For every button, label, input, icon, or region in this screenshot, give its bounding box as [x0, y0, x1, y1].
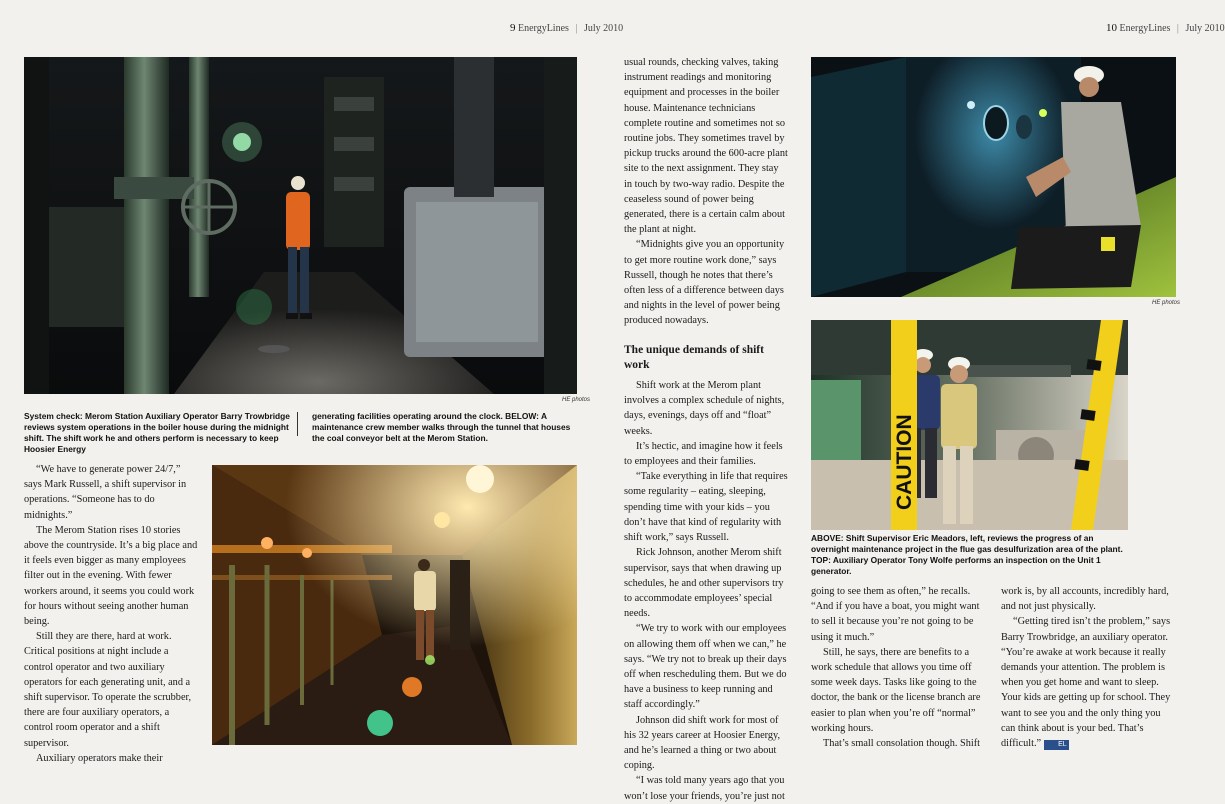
article-column-2 — [624, 55, 789, 804]
caption-lead: BELOW: — [505, 411, 539, 421]
article-paragraph-text: “Getting tired isn’t the problem,” says Barry Trowbridge, an auxiliary operator. “You’re awake at work because it really demands your attention. The problem is when you get home and want to sleep. Your kids are getting up for school. They want to see you and the only thing you can think about is your bed. That’s difficult.” — [1001, 616, 1171, 750]
coal-tunnel-illustration — [212, 465, 577, 745]
scrubber-area-photo — [811, 320, 1128, 530]
photo-credit: HE photos — [1152, 300, 1181, 306]
caption-text: Shift Supervisor Eric Meadors, left, reviews the progress of an overnight maintenance project in the flue gas desulfurization area of the plant. — [811, 533, 1123, 554]
page-folio-left — [510, 22, 623, 34]
article-paragraph: “Take everything in life that requires some regularity – eating, sleeping, spending time with your kids – you don’t have that kind of regularity with shift work,” says Russell. — [624, 471, 788, 544]
end-mark-icon: EL — [1044, 740, 1069, 750]
article-paragraph: “Midnights give you an opportunity to get more routine work done,” says Russell, though he notes that there’s often less of a difference between days and nights in the level of power being produced nowadays. — [624, 239, 785, 327]
article-paragraph: That’s small consolation though. Shift — [823, 738, 981, 750]
article-paragraph: Johnson did shift work for most of his 32 years career at Hoosier Energy, and he’s learned a thing or two about coping. — [624, 714, 781, 772]
photo-credit: HE photos — [562, 397, 591, 403]
caption-lead: System check: — [24, 411, 83, 421]
folio-separator: | — [1176, 23, 1179, 34]
article-paragraph: “I was told many years ago that you won’t lose your friends, you’re just not — [624, 775, 785, 802]
article-paragraph: usual rounds, checking valves, taking instrument readings and monitoring equipment and processes in the boiler house. Maintenance technicians complete routine and sometimes not so routine jobs. They sometimes travel by pickup trucks around the 600-acre plant site to the next assignment. They stay in touch by two-way radio. Despite the ceaseless sound of power being generated, there is a certain calm about the plant at night. — [624, 57, 788, 236]
coal-tunnel-photo — [212, 465, 577, 745]
caption-text: A maintenance crew member walks through the tunnel that houses the coal conveyor belt at the Merom Station. — [312, 411, 571, 443]
issue-date: July 2010 — [1185, 23, 1225, 34]
caption-text: generating facilities operating around the clock. — [312, 411, 506, 421]
article-paragraph: Shift work at the Merom plant involves a complex schedule of nights, days, evenings, days off and “float” weeks. — [624, 380, 785, 437]
article-column-4 — [1001, 584, 1176, 751]
generator-inspection-photo — [811, 57, 1176, 297]
article-paragraph: Still, he says, there are benefits to a work schedule that allows you time off some week days. Tasks like going to the doctor, the bank or the license branch are easier to plan when you’re off “normal” working hours. — [811, 646, 981, 734]
article-paragraph: “We try to work with our employees on allowing them off when we can,” he says. “We try not to break up their days off when rescheduling them. But we do have a business to keep running and staff accordingly.” — [624, 623, 787, 711]
folio-separator: | — [575, 23, 578, 34]
issue-date: July 2010 — [583, 23, 624, 34]
boiler-house-illustration — [24, 57, 577, 394]
article-paragraph: work is, by all accounts, incredibly hard, and not just physically. — [1001, 586, 1169, 613]
caption-top — [811, 555, 1131, 577]
article-paragraph: “We have to generate power 24/7,” says Mark Russell, a shift supervisor in operations. “Someone has to do midnights.” — [24, 464, 187, 521]
scrubber-area-illustration — [811, 320, 1128, 530]
caption-lead: TOP: — [811, 555, 831, 565]
page-number: 10 — [1106, 22, 1117, 34]
photo-caption-left — [24, 411, 290, 455]
caption-lead: ABOVE: — [811, 533, 844, 543]
article-column-1 — [24, 462, 200, 766]
caption-above — [811, 533, 1131, 555]
article-paragraph: going to see them as often,” he recalls. “And if you have a boat, you might want to sell it because you’re not going to be using it much.” — [811, 586, 980, 643]
caption-text: Merom Station Auxiliary Operator Barry Trowbridge reviews system operations in the boiler house during the midnight shift. The shift work he and others perform is necessary to keep Hoosier Energy — [24, 411, 290, 454]
page-number: 9 — [510, 22, 516, 34]
article-paragraph: Auxiliary operators make their — [36, 752, 163, 764]
article-paragraph: It’s hectic, and imagine how it feels to employees and their families. — [624, 440, 783, 468]
caution-tape-text: CAUTION — [893, 414, 916, 510]
generator-inspection-illustration — [811, 57, 1176, 297]
boiler-house-photo — [24, 57, 577, 394]
article-paragraph — [1001, 614, 1176, 751]
publication-name: EnergyLines — [518, 23, 569, 34]
section-heading: The unique demands of shift work — [624, 343, 764, 371]
photo-caption-page10 — [811, 533, 1131, 577]
article-paragraph: Still they are there, hard at work. Critical positions at night include a control operator and two auxiliary operators for each generating unit, and a shift supervisor. To operate the scrubber, there are four auxiliary operators, a control room operator and a shift supervisor. — [24, 631, 192, 749]
article-paragraph: The Merom Station rises 10 stories above the countryside. It’s a big place and it feels even bigger as many employees filter out in the evening. With fewer workers around, it seems you could work for hours without seeing another human being. — [24, 524, 198, 628]
article-paragraph: Rick Johnson, another Merom shift supervisor, says that when drawing up schedules, he and other supervisors try to accommodate employees’ special needs. — [624, 547, 784, 620]
article-column-3 — [811, 584, 986, 751]
page-folio-right — [1106, 22, 1225, 34]
publication-name: EnergyLines — [1119, 23, 1171, 34]
photo-caption-right — [312, 411, 577, 444]
caption-text: Auxiliary Operator Tony Wolfe performs an inspection on the Unit 1 generator. — [811, 555, 1101, 576]
caption-divider — [297, 412, 298, 436]
